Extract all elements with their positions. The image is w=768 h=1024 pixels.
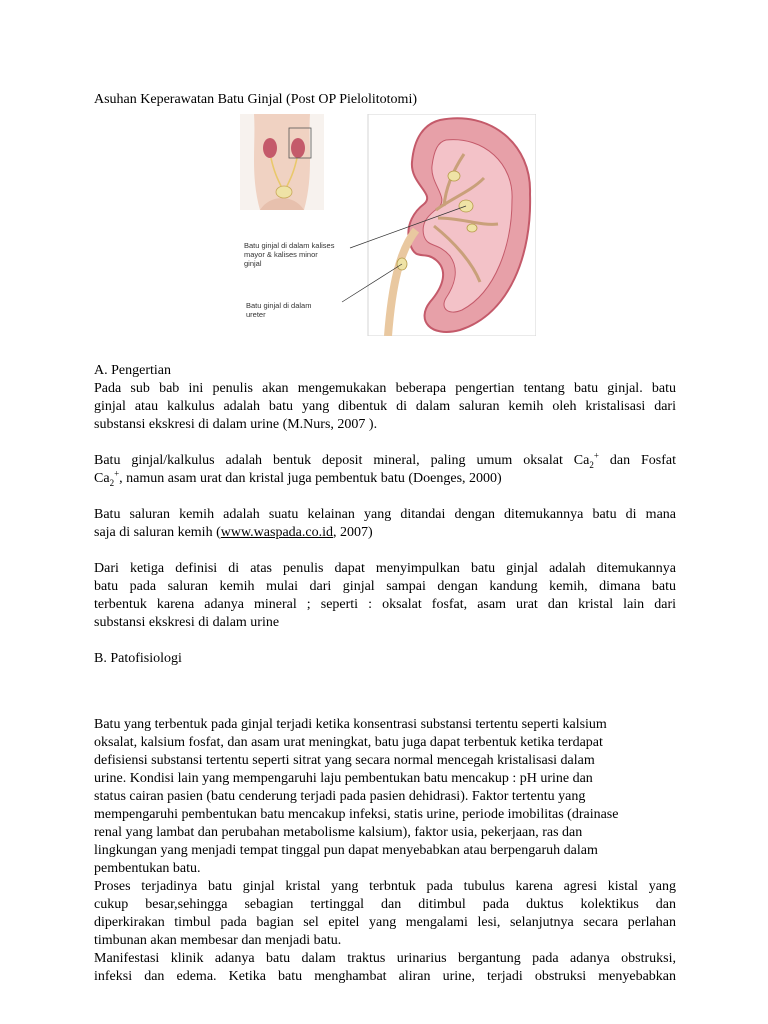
paragraph-line: renal yang lambat dan perubahan metabolisme kalsium), faktor usia, pekerjaan, ras dan: [94, 825, 583, 840]
source-link[interactable]: www.waspada.co.id: [220, 525, 333, 540]
figure-label: Batu ginjal di dalam kalises: [244, 241, 335, 250]
document-title: Asuhan Keperawatan Batu Ginjal (Post OP Pielolitotomi): [94, 92, 417, 107]
paragraph-line: substansi ekskresi di dalam urine: [94, 615, 280, 630]
paragraph-line: status cairan pasien (batu cenderung terjadi pada pasien dehidrasi). Faktor tertentu yang: [94, 789, 586, 804]
kidney-stone-figure: [240, 114, 536, 336]
paragraph-line: Batu ginjal/kalkulus adalah bentuk deposit mineral, paling umum oksalat $Ca_2^+$ dan Fosfat: [94, 450, 676, 470]
section-heading: A. Pengertian: [94, 363, 171, 378]
paragraph-line: timbunan akan membesar dan menjadi batu.: [94, 933, 342, 948]
paragraph-line: substansi ekskresi di dalam urine (M.Nurs, 2007 ).: [94, 417, 378, 432]
section-b-body: [94, 716, 676, 986]
paragraph-line: mempengaruhi pembentukan batu mencakup infeksi, statis urine, periode imobilitas (drainase: [94, 807, 619, 822]
paragraph-line: Batu saluran kemih adalah suatu kelainan yang ditandai dengan ditemukannya batu di mana: [94, 507, 676, 522]
paragraph-line: defisiensi substansi tertentu seperti sitrat yang secara normal mencegah kristalisasi dalam: [94, 753, 595, 768]
paragraph-line: saja di saluran kemih (www.waspada.co.id, 2007): [94, 525, 373, 540]
paragraph-line: pembentukan batu.: [94, 861, 201, 876]
paragraph-line: lingkungan yang menjadi tempat tinggal pun dapat menyebabkan atau berpengaruh dalam: [94, 843, 598, 858]
paragraph-definition-3: [94, 506, 676, 542]
figure-label: ureter: [246, 310, 266, 319]
torso-illustration-icon: [240, 114, 324, 210]
paragraph-line: Pada sub bab ini penulis akan mengemukakan beberapa pengertian tentang batu ginjal. batu: [94, 381, 676, 396]
paragraph-line: cukup besar,sehingga sebagian tertinggal dan ditimbul pada duktus kolektikus dan: [94, 897, 676, 912]
paragraph-conclusion: [94, 560, 676, 632]
figure-label: mayor & kalises minor: [244, 250, 318, 259]
paragraph-line: ginjal atau kalkulus adalah batu yang dibentuk di dalam saluran kemih oleh kristalisasi dari: [94, 399, 676, 414]
paragraph-line: Dari ketiga definisi di atas penulis dapat menyimpulkan batu ginjal adalah ditemukannya: [94, 561, 676, 576]
paragraph-line: diperkirakan timbul pada bagian sel epitel yang mengalami lesi, selanjutnya secara perlahan: [94, 915, 676, 930]
paragraph-line: urine. Kondisi lain yang mempengaruhi laju pembentukan batu mencakup : pH urine dan: [94, 771, 593, 786]
paragraph-line: oksalat, kalsium fosfat, dan asam urat meningkat, batu juga dapat terbentuk ketika terdapat: [94, 735, 603, 750]
kidney-cross-section-icon: [368, 114, 536, 336]
paragraph-line: $Ca_2^+$, namun asam urat dan kristal juga pembentuk batu (Doenges, 2000): [94, 468, 502, 488]
section-b-heading: [94, 650, 676, 668]
paragraph-line: batu pada saluran kemih mulai dari ginjal sampai dengan kandung kemih, dimana batu: [94, 579, 676, 594]
paragraph-definition-2: [94, 452, 676, 488]
section-a: [94, 362, 676, 434]
paragraph-line: infeksi dan edema. Ketika batu menghambat aliran urine, terjadi obstruksi menyebabkan: [94, 969, 676, 984]
paragraph-line: Proses terjadinya batu ginjal kristal yang terbntuk pada tubulus karena agresi kistal yang: [94, 879, 676, 894]
kidney-stone-illustration: [240, 114, 536, 336]
paragraph-line: terbentuk karena adanya mineral ; seperti : oksalat fosfat, asam urat dan kristal lain dari: [94, 597, 676, 612]
figure-label: Batu ginjal di dalam: [246, 301, 312, 310]
paragraph-line: Manifestasi klinik adanya batu dalam traktus urinarius bergantung pada adanya obstruksi,: [94, 951, 676, 966]
paragraph-line: Batu yang terbentuk pada ginjal terjadi ketika konsentrasi substansi tertentu seperti kalsium: [94, 717, 607, 732]
figure-label: ginjal: [244, 259, 262, 268]
section-heading: B. Patofisiologi: [94, 651, 182, 666]
